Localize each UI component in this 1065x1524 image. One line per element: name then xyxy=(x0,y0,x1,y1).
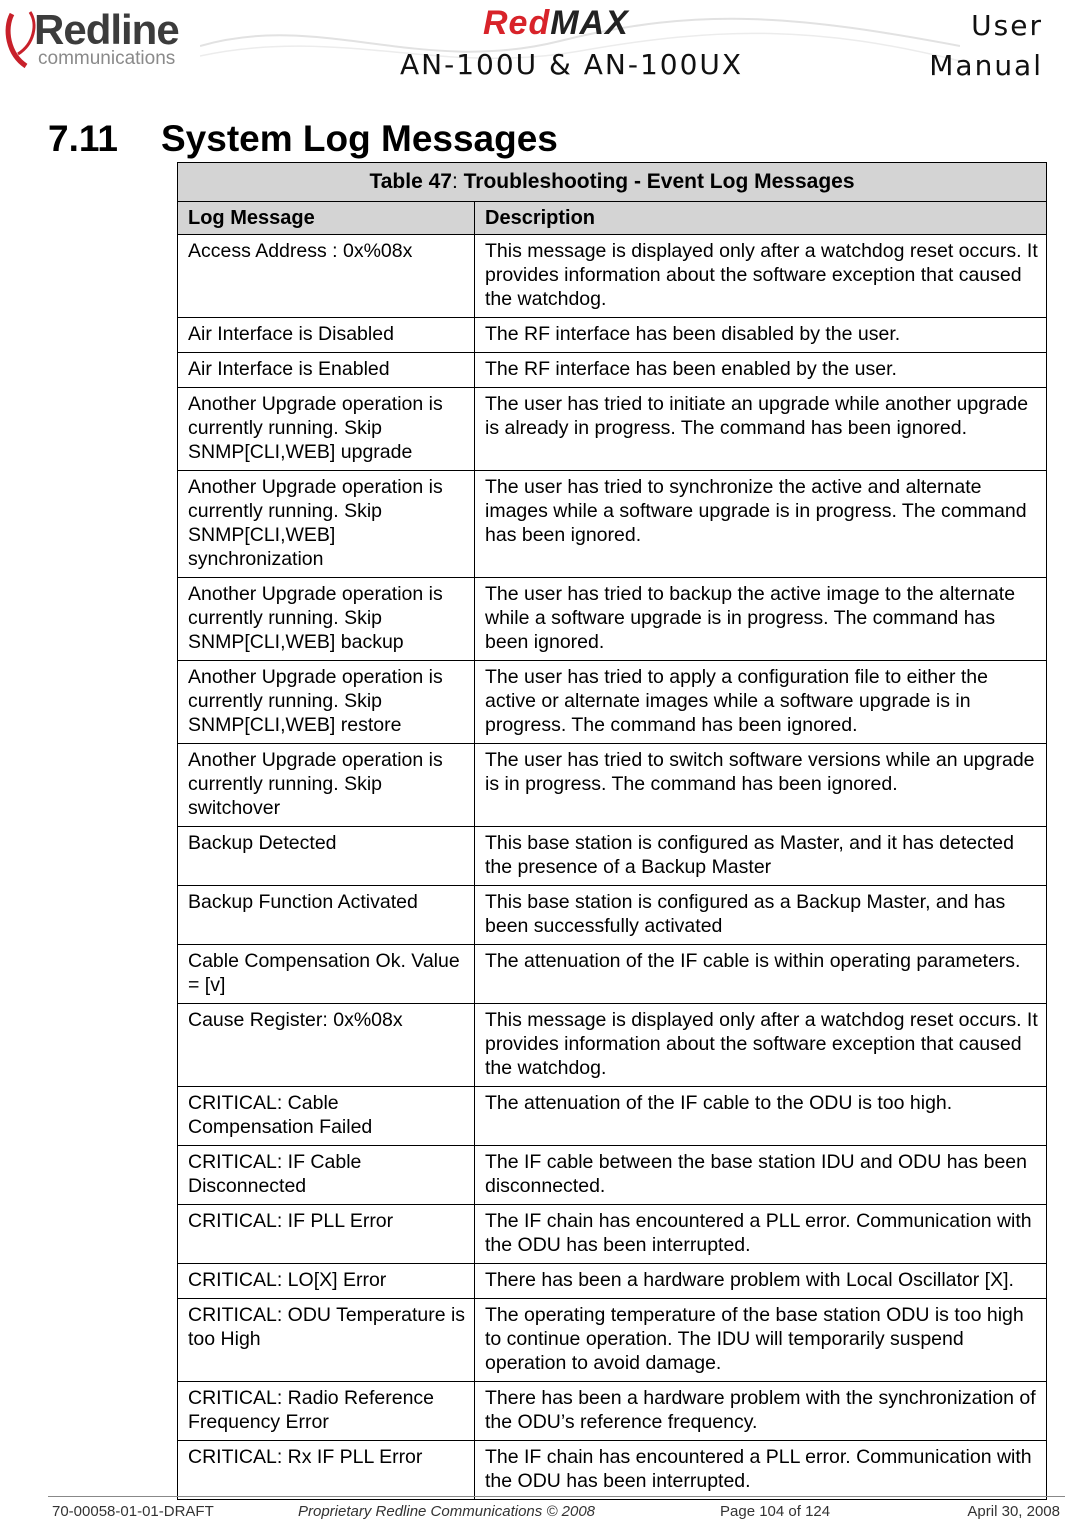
table-row xyxy=(178,353,1047,388)
table-row xyxy=(178,1264,1047,1299)
description-cell: The user has tried to switch software versions while an upgrade is in progress. The command has been ignored. xyxy=(475,744,1047,827)
log-message-cell: CRITICAL: IF Cable Disconnected xyxy=(178,1146,475,1205)
table-row xyxy=(178,1382,1047,1441)
log-message-cell: Another Upgrade operation is currently running. Skip switchover xyxy=(178,744,475,827)
section-title: System Log Messages xyxy=(161,118,558,159)
brand-red-part: Red xyxy=(483,4,551,42)
description-cell: The operating temperature of the base station ODU is too high to continue operation. The IDU will temporarily suspend operation to avoid damage. xyxy=(475,1299,1047,1382)
table-row xyxy=(178,318,1047,353)
description-cell: The user has tried to synchronize the active and alternate images while a software upgrade is in progress. The command has been ignored. xyxy=(475,471,1047,578)
doc-type-line1: User xyxy=(971,9,1043,42)
log-message-cell: CRITICAL: IF PLL Error xyxy=(178,1205,475,1264)
section-number: 7.11 xyxy=(48,118,118,159)
description-cell: The IF cable between the base station IDU and ODU has been disconnected. xyxy=(475,1146,1047,1205)
table-row xyxy=(178,578,1047,661)
description-cell: The IF chain has encountered a PLL error. Communication with the ODU has been interrupted. xyxy=(475,1441,1047,1500)
description-cell: There has been a hardware problem with the synchronization of the ODU’s reference frequency. xyxy=(475,1382,1047,1441)
table-caption-title: Troubleshooting - Event Log Messages xyxy=(463,170,855,193)
table-body xyxy=(178,235,1047,1500)
log-message-cell: Air Interface is Enabled xyxy=(178,353,475,388)
table-row xyxy=(178,827,1047,886)
redline-logo-text: Redline xyxy=(34,6,179,53)
log-message-cell: Another Upgrade operation is currently running. Skip SNMP[CLI,WEB] synchronization xyxy=(178,471,475,578)
description-cell: The attenuation of the IF cable to the ODU is too high. xyxy=(475,1087,1047,1146)
table-row xyxy=(178,1441,1047,1500)
footer-doc-id: 70-00058-01-01-DRAFT xyxy=(52,1503,214,1520)
log-message-cell: Cable Compensation Ok. Value = [v] xyxy=(178,945,475,1004)
table-row xyxy=(178,661,1047,744)
description-cell: There has been a hardware problem with Local Oscillator [X]. xyxy=(475,1264,1047,1299)
doc-type-line2: Manual xyxy=(929,49,1043,82)
footer-date: April 30, 2008 xyxy=(967,1503,1060,1520)
log-message-cell: CRITICAL: Rx IF PLL Error xyxy=(178,1441,475,1500)
description-cell: This base station is configured as a Backup Master, and has been successfully activated xyxy=(475,886,1047,945)
description-cell: The user has tried to backup the active image to the alternate while a software upgrade is in progress. The command has been ignored. xyxy=(475,578,1047,661)
footer-rule xyxy=(48,1496,1065,1497)
log-message-cell: CRITICAL: LO[X] Error xyxy=(178,1264,475,1299)
description-cell: The RF interface has been enabled by the user. xyxy=(475,353,1047,388)
log-message-cell: Backup Detected xyxy=(178,827,475,886)
log-message-cell: CRITICAL: Cable Compensation Failed xyxy=(178,1087,475,1146)
table-row xyxy=(178,1146,1047,1205)
product-model: AN-100U & AN-100UX xyxy=(400,48,744,81)
table-row xyxy=(178,1205,1047,1264)
log-message-cell: Another Upgrade operation is currently running. Skip SNMP[CLI,WEB] restore xyxy=(178,661,475,744)
table-row xyxy=(178,1087,1047,1146)
table-caption xyxy=(178,163,1047,202)
description-cell: The user has tried to initiate an upgrade while another upgrade is already in progress. The command has been ignored. xyxy=(475,388,1047,471)
description-cell: The RF interface has been disabled by the user. xyxy=(475,318,1047,353)
description-cell: This base station is configured as Master, and it has detected the presence of a Backup Master xyxy=(475,827,1047,886)
column-header-log-message: Log Message xyxy=(178,202,475,235)
table-caption-prefix: Table 47 xyxy=(369,170,452,193)
log-message-cell: CRITICAL: ODU Temperature is too High xyxy=(178,1299,475,1382)
table-row xyxy=(178,1299,1047,1382)
log-message-cell: CRITICAL: Radio Reference Frequency Error xyxy=(178,1382,475,1441)
description-cell: The IF chain has encountered a PLL error. Communication with the ODU has been interrupted. xyxy=(475,1205,1047,1264)
table-row xyxy=(178,388,1047,471)
description-cell: The attenuation of the IF cable is within operating parameters. xyxy=(475,945,1047,1004)
table-row xyxy=(178,945,1047,1004)
log-message-cell: Another Upgrade operation is currently running. Skip SNMP[CLI,WEB] backup xyxy=(178,578,475,661)
description-cell: This message is displayed only after a watchdog reset occurs. It provides information about the software exception that caused the watchdog. xyxy=(475,235,1047,318)
brand-max-part: MAX xyxy=(550,4,629,42)
section-heading xyxy=(48,118,558,160)
footer-page-number: Page 104 of 124 xyxy=(720,1503,831,1520)
table-row xyxy=(178,1004,1047,1087)
log-message-cell: Backup Function Activated xyxy=(178,886,475,945)
redline-logo-subtext: communications xyxy=(38,48,176,69)
log-message-cell: Air Interface is Disabled xyxy=(178,318,475,353)
redmax-brand xyxy=(483,4,629,43)
description-cell: This message is displayed only after a watchdog reset occurs. It provides information about the software exception that caused the watchdog. xyxy=(475,1004,1047,1087)
description-cell: The user has tried to apply a configuration file to either the active or alternate images while a software upgrade is in progress. The command has been ignored. xyxy=(475,661,1047,744)
log-message-cell: Cause Register: 0x%08x xyxy=(178,1004,475,1087)
footer-copyright: Proprietary Redline Communications © 2008 xyxy=(298,1503,596,1520)
table-row xyxy=(178,471,1047,578)
page-header xyxy=(0,0,1065,92)
log-message-cell: Access Address : 0x%08x xyxy=(178,235,475,318)
table-row xyxy=(178,235,1047,318)
column-header-description: Description xyxy=(475,202,1047,235)
table-row xyxy=(178,744,1047,827)
event-log-messages-table xyxy=(177,162,1047,1500)
table-caption-separator: : xyxy=(451,170,464,193)
doc-type xyxy=(929,6,1043,86)
redline-logo xyxy=(4,4,214,74)
log-message-cell: Another Upgrade operation is currently running. Skip SNMP[CLI,WEB] upgrade xyxy=(178,388,475,471)
table-row xyxy=(178,886,1047,945)
